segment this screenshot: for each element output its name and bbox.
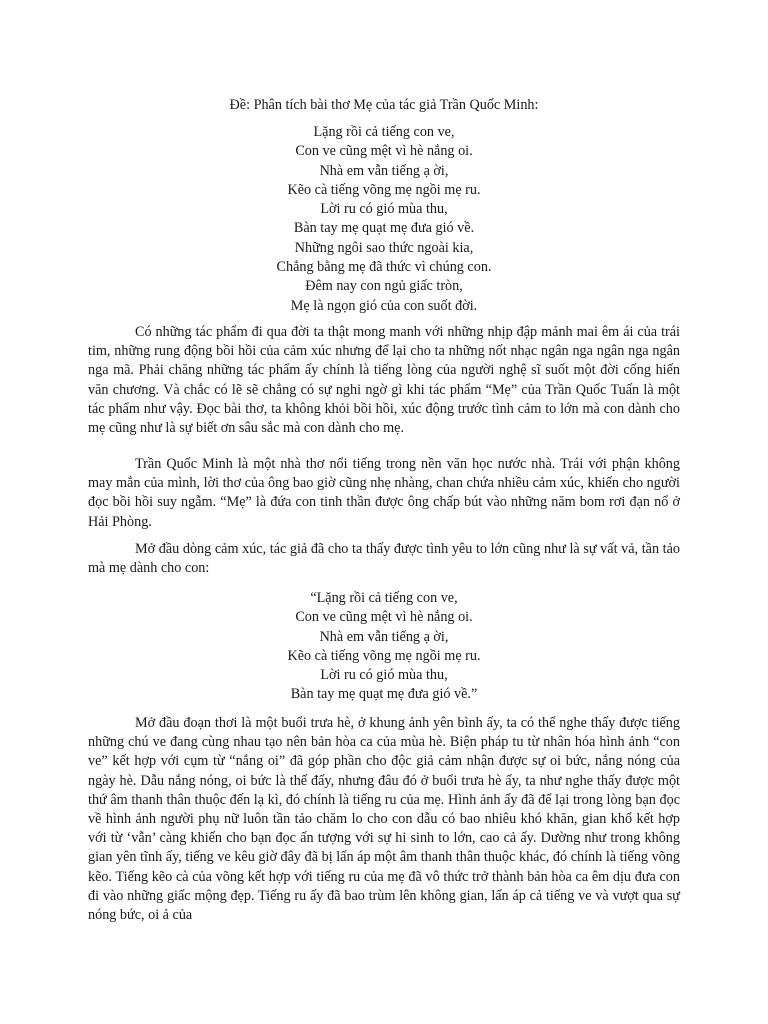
poem-line: Lặng rồi cả tiếng con ve,	[313, 124, 455, 140]
poem-line: Nhà em vẫn tiếng ạ ời,	[319, 162, 449, 179]
poem-line: “Lặng rồi cả tiếng con ve,	[310, 590, 458, 606]
paragraph-analysis: Mở đầu đoạn thơi là một buổi trưa hè, ở khung ảnh yên bình ấy, ta có thể nghe thấy được tiếng những chú ve đang cùng nhau tạo nên bản hòa ca của mùa hè. Biện pháp tu từ nhân hóa hình ảnh “con ve” kết hợp với cụm từ “nắng oi” đã góp phần cho độc giả cảm nhận được sự oi bức, nắng nóng của ngày hè. Dẫu nắng nóng, oi bức là thế đấy, nhưng đâu đó ở buổi trưa hè ấy, ta như nghe thấy được một thứ âm thanh thân thuộc đến lạ kì, đó chính là tiếng ru của mẹ. Hình ảnh ấy đã để lại trong lòng bạn đọc về hình ảnh người phụ nữ luôn tần tảo chăm lo cho con dẫu có bao nhiêu khó khăn, gian khổ kết hợp với từ ‘vẫn’ càng khiến cho bạn đọc ấn tượng với sự hi sinh to lớn, cao cả ấy. Dường như trong không gian yên tĩnh ấy, tiếng ve kêu giờ đây đã bị lấn áp một âm thanh thân thuộc khác, đó chính là tiếng võng kẽo. Tiếng kẽo cà của võng kết hợp với tiếng ru của mẹ đã vô thức trở thành bản hòa ca êm dịu đưa con đi vào những giấc mộng đẹp. Tiếng ru ấy đã bao trùm lên không gian, lấn áp cả tiếng ve và vượt qua sự nóng bức, oi ả của	[88, 715, 680, 924]
paragraph-author: Trần Quốc Minh là một nhà thơ nổi tiếng trong nền văn học nước nhà. Trái với phận không may mắn của mình, lời thơ của ông bao giờ cũng nhẹ nhàng, chan chứa nhiều cảm xúc, khiến cho người đọc bồi hồi suy ngẫm. “Mẹ” là đứa con tinh thần được ông chấp bút vào những năm bom rơi đạn nổ ở Hải Phòng.	[88, 456, 680, 530]
poem-quote	[0, 589, 768, 705]
poem-line: Kẽo cà tiếng võng mẹ ngồi mẹ ru.	[287, 647, 481, 664]
poem-line: Con ve cũng mệt vì hè nắng oi.	[295, 609, 473, 626]
poem-line: Bàn tay mẹ quạt mẹ đưa gió về.”	[290, 686, 478, 703]
poem-full	[0, 123, 768, 316]
poem-line: Lời ru có gió mùa thu,	[320, 667, 448, 684]
poem-line: Lời ru có gió mùa thu,	[320, 201, 448, 218]
paragraph-lead-in: Mở đầu dòng cảm xúc, tác giả đã cho ta thấy được tình yêu to lớn cũng như là sự vất vả, tần tảo mà mẹ dành cho con:	[88, 541, 680, 577]
poem-line: Con ve cũng mệt vì hè nắng oi.	[295, 143, 473, 160]
poem-line: Những ngôi sao thức ngoài kia,	[294, 239, 474, 256]
poem-line: Chẳng bằng mẹ đã thức vì chúng con.	[276, 259, 492, 276]
document-title: Đề: Phân tích bài thơ Mẹ của tác giả Trần Quốc Minh:	[229, 97, 539, 113]
poem-line: Mẹ là ngọn gió của con suốt đời.	[290, 297, 478, 314]
poem-line: Bàn tay mẹ quạt mẹ đưa gió về.	[293, 220, 475, 237]
poem-line: Kẽo cà tiếng võng mẹ ngồi mẹ ru.	[287, 181, 481, 198]
poem-line: Đêm nay con ngủ giấc tròn,	[305, 278, 463, 295]
paragraph-intro: Có những tác phẩm đi qua đời ta thật mong manh với những nhịp đập mảnh mai êm ái của trái tim, những rung động bồi hồi của cảm xúc nhưng để lại cho ta những nốt nhạc ngân nga ngân nga ngân nga mã. Phải chăng những tác phẩm ấy chính là tiếng lòng của người nghệ sĩ suốt một đời cống hiến văn chương. Và chắc có lẽ sẽ chẳng có sự nghi ngờ gì khi tác phẩm “Mẹ” của Trần Quốc Tuấn là một tác phẩm như vậy. Đọc bài thơ, ta không khỏi bồi hồi, xúc động trước tình cảm to lớn mà con dành cho mẹ cũng như là sự biết ơn sâu sắc mà con dành cho mẹ.	[88, 324, 680, 437]
poem-line: Nhà em vẫn tiếng ạ ời,	[319, 628, 449, 645]
